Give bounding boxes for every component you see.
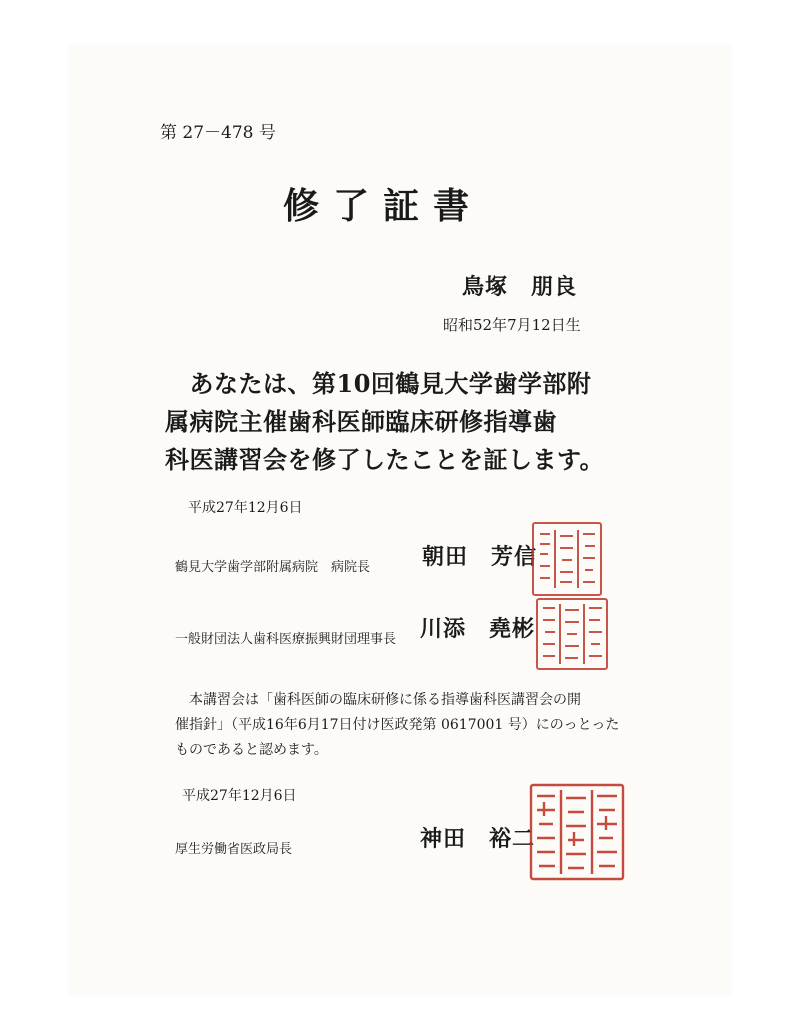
seal-stamp-ministry: [528, 782, 626, 882]
seal-stamp-foundation-chairman: [534, 596, 610, 672]
notice-line: 本講習会は「歯科医師の臨床研修に係る指導歯科医講習会の開: [175, 692, 581, 708]
recipient-birthdate: 昭和52年7月12日生: [443, 316, 581, 334]
seal-stamp-icon: [537, 599, 607, 669]
body-line: 科医講習会を修了したことを証します。: [165, 445, 605, 474]
ministry-signatory-title: 厚生労働省医政局長: [175, 842, 293, 857]
notice-line: 催指針」（平成16年6月17日付け医政発第 0617001 号）にのっとった: [175, 717, 620, 733]
body-line: あなたは、第10回鶴見大学歯学部附: [165, 369, 592, 398]
notice-line: ものであると認めます。: [175, 742, 328, 758]
seal-stamp-icon: [533, 523, 601, 595]
body-line: 属病院主催歯科医師臨床研修指導歯: [165, 407, 557, 436]
issue-date: 平成27年12月6日: [188, 500, 303, 516]
signatory-name: 川添 堯彬: [420, 616, 536, 642]
seal-stamp-icon: [531, 785, 623, 879]
signatory-title: 鶴見大学歯学部附属病院 病院長: [175, 560, 371, 575]
seal-stamp-hospital-director: [530, 520, 604, 598]
certificate-number: 第 27－478 号: [160, 123, 276, 143]
ministry-signatory-name: 神田 裕二: [420, 826, 536, 852]
issue-date: 平成27年12月6日: [182, 788, 297, 804]
certificate-body: [165, 365, 645, 479]
signatory-name: 朝田 芳信: [422, 544, 538, 570]
certificate-title: 修了証書: [283, 185, 484, 227]
recipient-name: 鳥塚 朋良: [462, 274, 578, 300]
ministry-notice: [175, 688, 645, 763]
signatory-title: 一般財団法人歯科医療振興財団理事長: [175, 632, 397, 647]
